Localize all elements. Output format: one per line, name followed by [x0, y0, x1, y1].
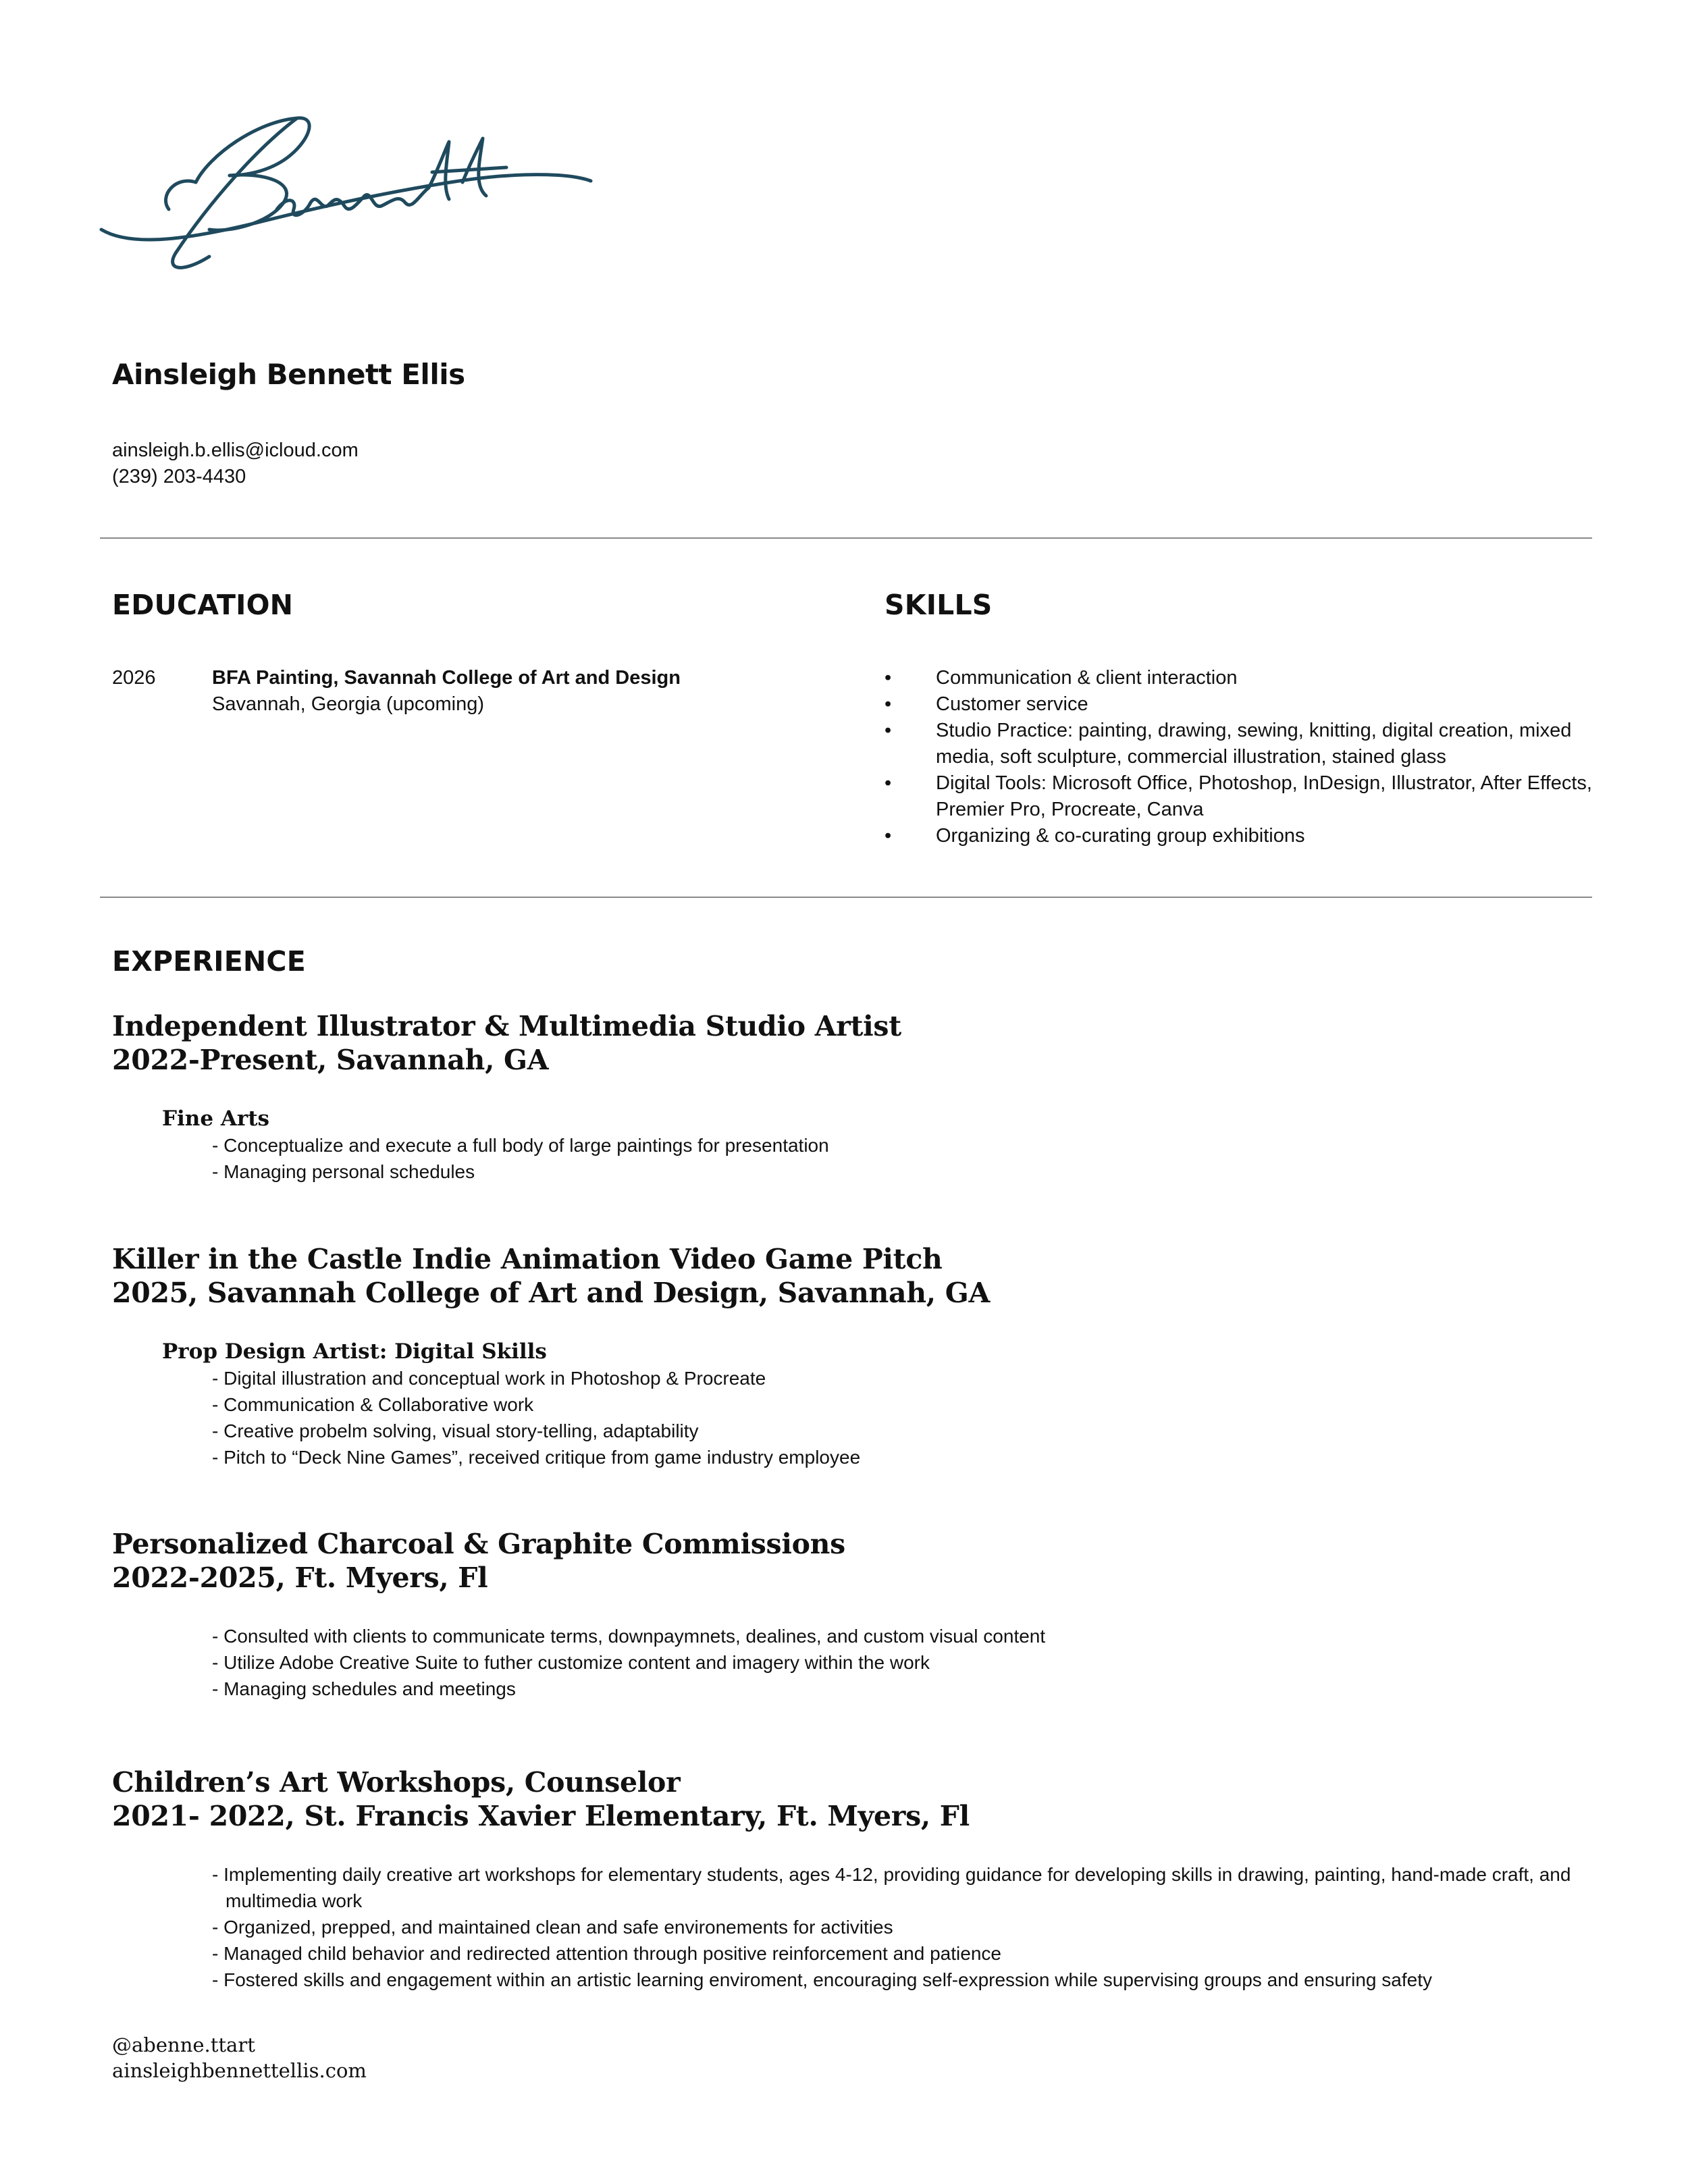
list-item: - Organized, prepped, and maintained clean and safe environements for activities [212, 1917, 893, 1938]
list-item: - Fostered skills and engagement within an artistic learning enviroment, encouraging self-expression while supervising groups and ensuring safety [212, 1969, 1432, 1990]
list-item: - Utilize Adobe Creative Suite to futher customize content and imagery within the work [212, 1652, 930, 1673]
bullet-icon: • [885, 825, 892, 847]
list-item: - Managing personal schedules [212, 1161, 475, 1182]
signature-icon [95, 108, 594, 284]
skill-item [885, 718, 1593, 770]
skill-text: Digital Tools: Microsoft Office, Photoshop, InDesign, Illustrator, After Effects, Premier Pro, Procreate, Canva [936, 772, 1592, 820]
job-role: Fine Arts [162, 1107, 269, 1131]
skill-item [885, 770, 1593, 823]
job-role: Prop Design Artist: Digital Skills [162, 1339, 547, 1364]
bullet-icon: • [885, 667, 892, 689]
skills-heading: SKILLS [885, 589, 993, 621]
skill-item [885, 665, 1593, 691]
social-handle[interactable]: @abenne.ttart [112, 2033, 255, 2056]
job-title: Killer in the Castle Indie Animation Video Game Pitch [112, 1243, 943, 1275]
skills-list [885, 665, 1593, 849]
job-bullets [212, 1365, 1598, 1470]
list-item: - Digital illustration and conceptual work in Photoshop & Procreate [212, 1368, 766, 1389]
phone-text[interactable]: (239) 203-4430 [112, 466, 246, 487]
job-bullets [212, 1623, 1598, 1702]
skill-item [885, 823, 1593, 849]
job-bullets [212, 1132, 1598, 1185]
list-item: - Managed child behavior and redirected attention through positive reinforcement and patience [212, 1943, 1001, 1964]
job-title: Personalized Charcoal & Graphite Commissions [112, 1528, 845, 1560]
bullet-icon: • [885, 720, 892, 741]
job-dates-location: 2022-2025, Ft. Myers, Fl [112, 1562, 488, 1594]
job-dates-location: 2022-Present, Savannah, GA [112, 1044, 549, 1076]
experience-entry [112, 1527, 1598, 1702]
skill-text: Organizing & co-curating group exhibitions [936, 825, 1305, 847]
bullet-icon: • [885, 693, 892, 715]
skill-text: Communication & client interaction [936, 667, 1238, 689]
experience-entry [112, 1009, 1598, 1185]
footer [112, 2032, 367, 2083]
list-item: - Communication & Collaborative work [212, 1394, 534, 1415]
candidate-name: Ainsleigh Bennett Ellis [112, 358, 465, 391]
divider-top [100, 537, 1592, 539]
experience-heading: EXPERIENCE [112, 945, 306, 978]
experience-entry [112, 1242, 1598, 1470]
skill-text: Customer service [936, 693, 1088, 715]
education-details [212, 665, 820, 718]
job-title: Independent Illustrator & Multimedia Studio Artist [112, 1010, 901, 1042]
skill-text: Studio Practice: painting, drawing, sewing, knitting, digital creation, mixed media, soft sculpture, commercial illustration, stained glass [936, 720, 1572, 768]
job-bullets [212, 1861, 1623, 1993]
skill-item [885, 691, 1593, 718]
experience-entry [112, 1765, 1598, 1993]
list-item: - Implementing daily creative art workshops for elementary students, ages 4-12, providing guidance for developing skills in drawing, painting, hand-made craft, and multimedia work [212, 1864, 1571, 1911]
list-item: - Creative probelm solving, visual story-telling, adaptability [212, 1420, 699, 1441]
education-heading: EDUCATION [112, 589, 294, 621]
job-dates-location: 2021- 2022, St. Francis Xavier Elementary, Ft. Myers, Fl [112, 1800, 970, 1832]
list-item: - Conceptualize and execute a full body of large paintings for presentation [212, 1135, 829, 1156]
job-title: Children’s Art Workshops, Counselor [112, 1766, 681, 1799]
education-location: Savannah, Georgia (upcoming) [212, 693, 485, 715]
list-item: - Pitch to “Deck Nine Games”, received critique from game industry employee [212, 1447, 861, 1468]
signature-graphic [95, 108, 594, 284]
list-item: - Consulted with clients to communicate terms, downpaymnets, dealines, and custom visual content [212, 1626, 1046, 1647]
education-degree: BFA Painting, Savannah College of Art and Design [212, 667, 681, 689]
bullet-icon: • [885, 772, 892, 794]
contact-block [112, 437, 359, 490]
website-link[interactable]: ainsleighbennettellis.com [112, 2059, 367, 2082]
email-text[interactable]: ainsleigh.b.ellis@icloud.com [112, 440, 359, 461]
job-dates-location: 2025, Savannah College of Art and Design, Savannah, GA [112, 1277, 990, 1309]
education-year: 2026 [112, 667, 156, 689]
divider-middle [100, 897, 1592, 898]
list-item: - Managing schedules and meetings [212, 1678, 516, 1699]
